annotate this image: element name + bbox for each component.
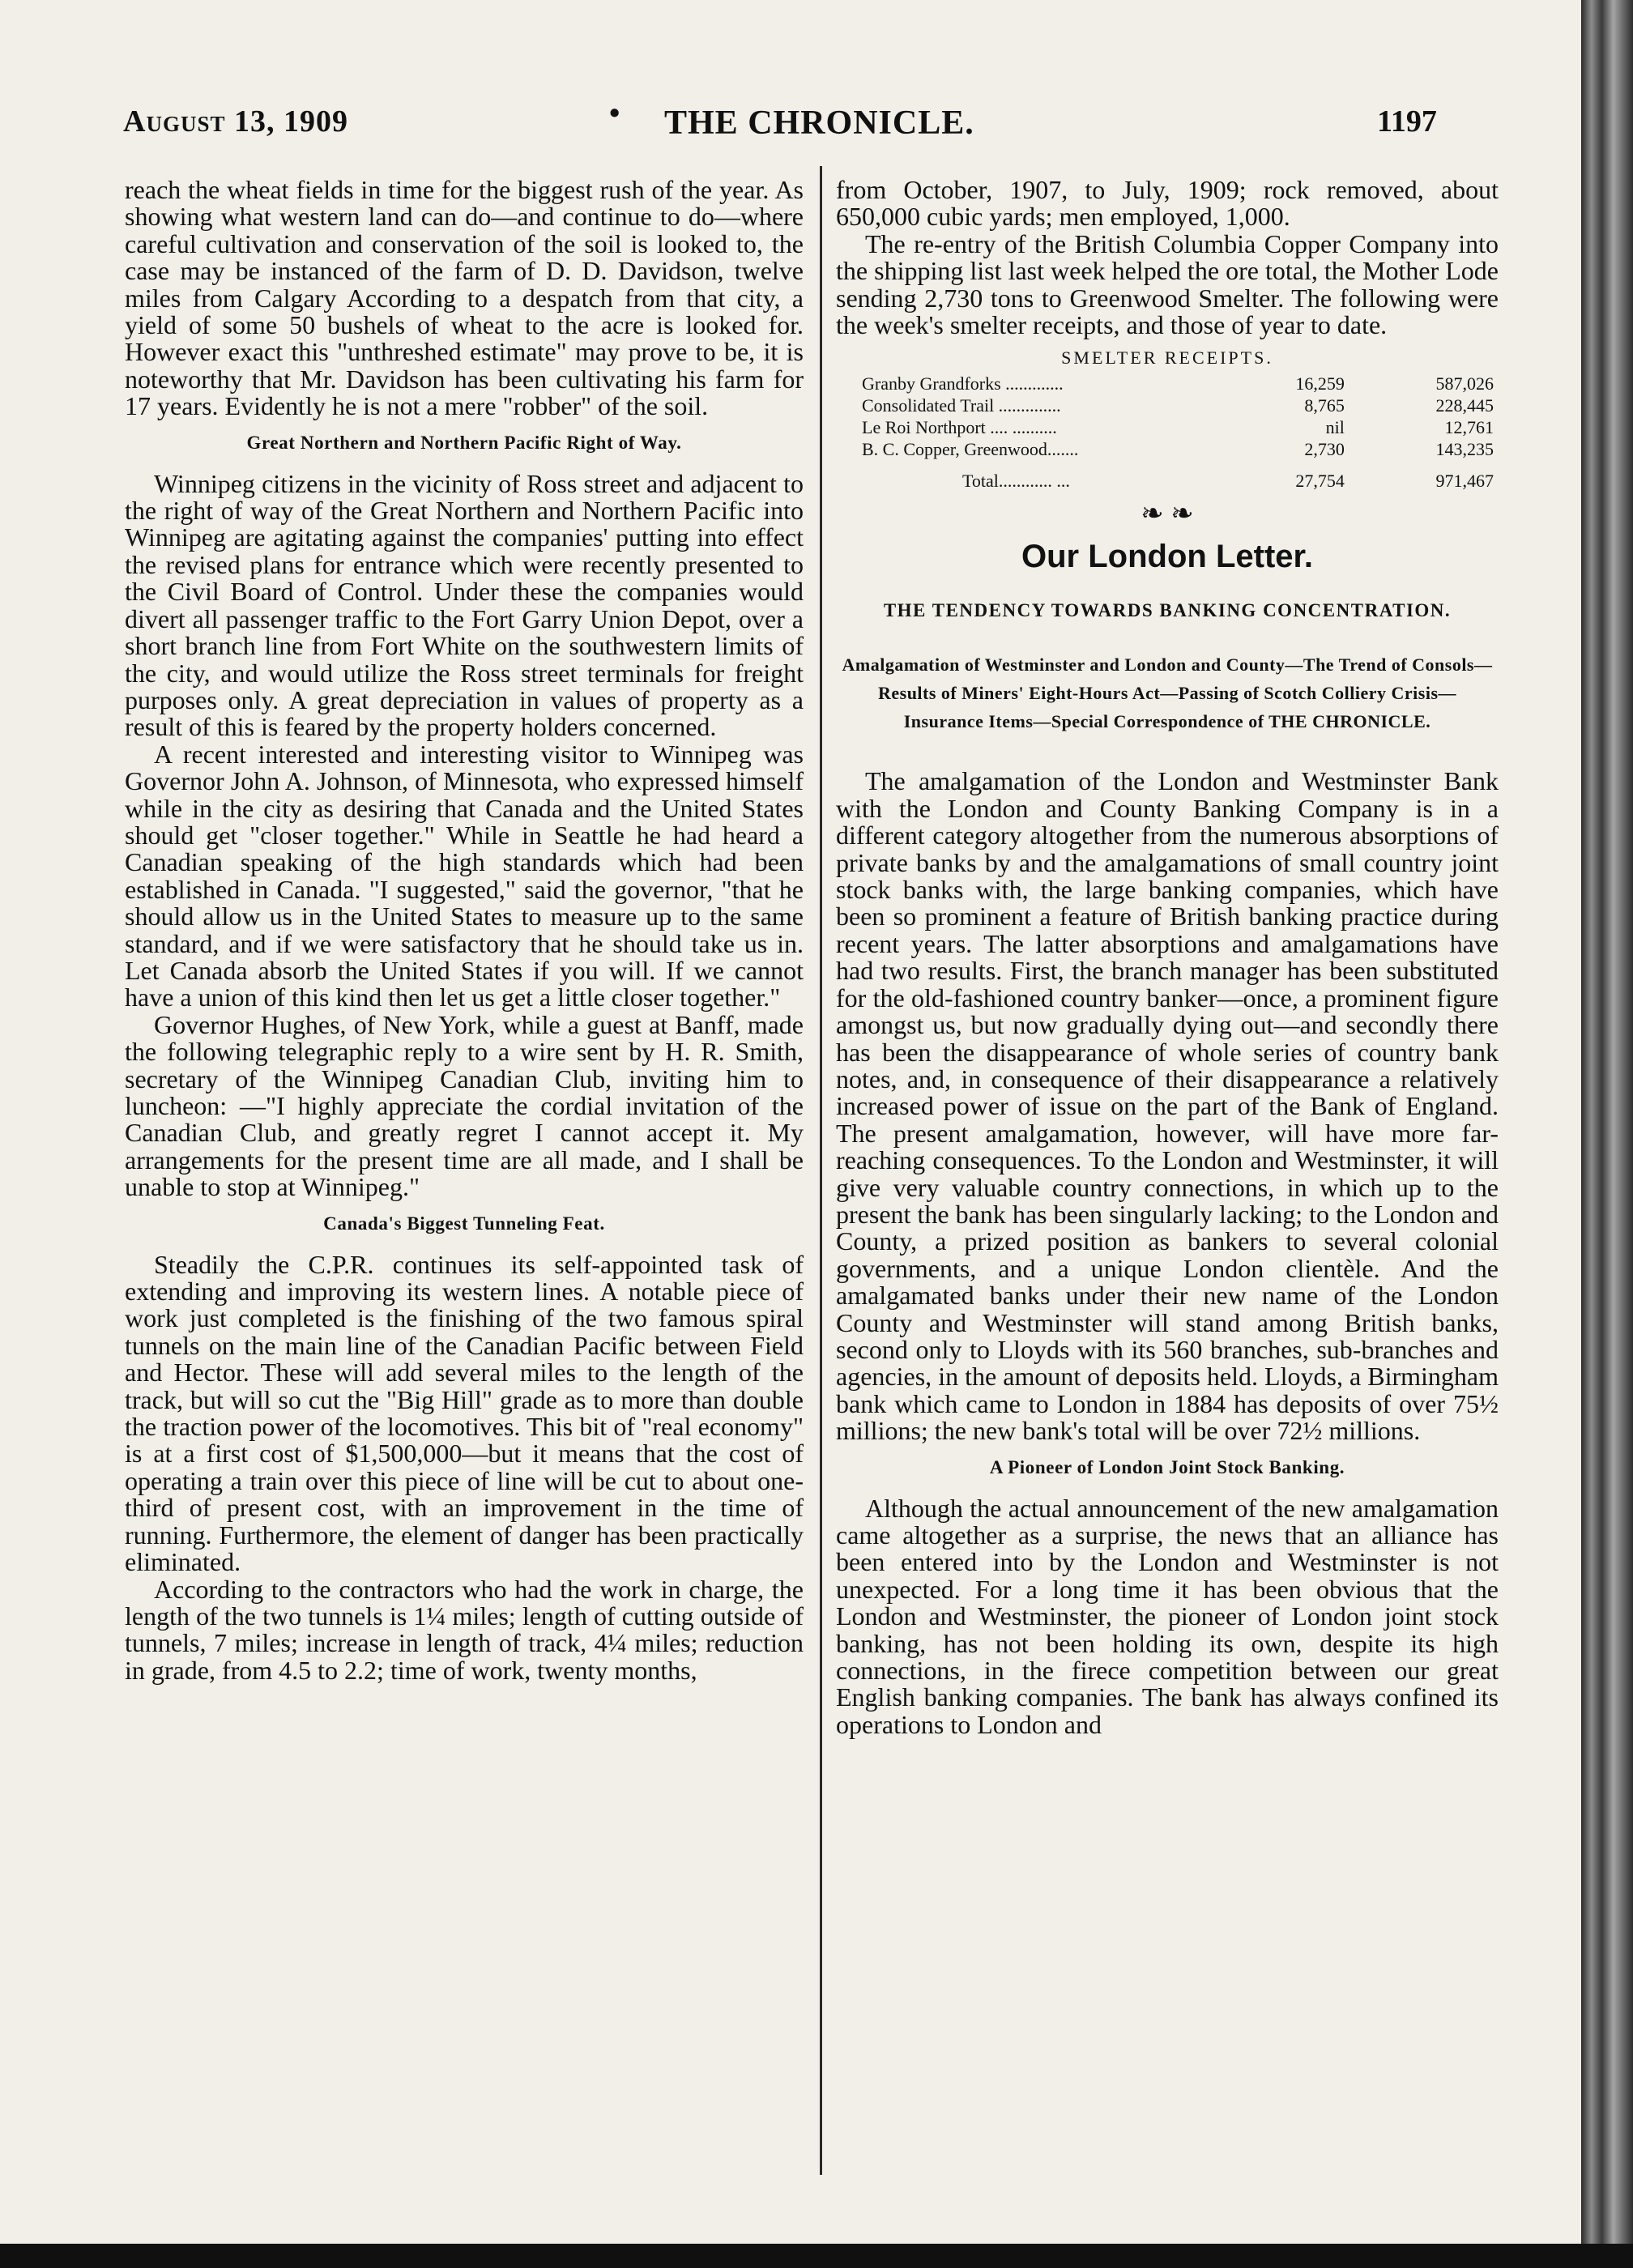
london-letter-title: Our London Letter. [1021,539,1313,575]
london-letter-summary: Amalgamation of Westminster and London and County—The Trend of Consols—Results of Miners' Eight-Hours Act—Passing of Scotch Colliery Crisis—Insurance Items—Special Correspondence of THE CHRONICLE. [842,654,1493,732]
book-binding-edge [1581,0,1633,2268]
right-column [836,177,1499,1738]
table-total-row [857,460,1499,492]
smelter-week: 8,765 [1304,395,1345,416]
header-dot: • [609,96,620,130]
total-week: 27,754 [1295,471,1345,492]
paragraph-continued: from October, 1907, to July, 1909; rock removed, about 650,000 cubic yards; men employed, 1,000. [836,175,1499,232]
paragraph-johnson: A recent interested and interesting visitor to Winnipeg was Governor John A. Johnson, of Minnesota, who expressed himself while in the city as desiring that Canada and the United States should get "closer together." While in Seattle he had heard a Canadian speaking of the high standards which had been established in Canada. "I suggested," said the governor, "that he should allow us in the United States to measure up to the same standard, and if we were satisfactory that he should take us in. Let Canada absorb the United States if you will. If we cannot have a union of this kind then let us get a little closer together." [125,739,804,1013]
smelter-week: nil [1325,417,1345,438]
smelter-table-title: SMELTER RECEIPTS. [1061,347,1273,369]
page-number: 1197 [1377,104,1437,139]
smelter-receipts-table [857,373,1499,492]
smelter-name: Consolidated Trail .............. [862,395,1061,416]
total-year: 971,467 [1435,471,1494,492]
heading-right-of-way: Great Northern and Northern Pacific Right of Way. [246,432,682,453]
heading-pioneer: A Pioneer of London Joint Stock Banking. [989,1456,1345,1477]
paragraph-intro: reach the wheat fields in time for the biggest rush of the year. As showing what western land can do—and continue to do—where careful cultivation and conservation of the soil is looked to, the case may be instanced of the farm of D. D. Davidson, twelve miles from Calgary According to a despatch from that city, a yield of some 50 bushels of wheat to the acre is looked for. However exact this "unthreshed estimate" may prove to be, it is noteworthy that Mr. Davidson has been cultivating his farm for 17 years. Evidently he is not a mere "robber" of the soil. [125,175,804,421]
ornament-divider: ❧ ❧ [1141,499,1194,530]
table-row [857,416,1499,438]
smelter-week: 2,730 [1304,439,1345,460]
smelter-week: 16,259 [1295,373,1345,394]
smelter-name: B. C. Copper, Greenwood....... [862,439,1079,460]
table-row [857,438,1499,460]
table-row [857,373,1499,394]
paragraph-winnipeg: Winnipeg citizens in the vicinity of Ross street and adjacent to the right of way of the Great Northern and Northern Pacific into Winnipeg are agitating against the companies' putting into effect the revised plans for entrance which were recently presented to the Civil Board of Control. Under these the companies would divert all passenger traffic to the Fort Garry Union Depot, over a short branch line from Fort White on the southwestern limits of the city, and would utilize the Ross street terminals for freight purposes only. A great depreciation in values of property as a result of this is feared by the property holders concerned. [125,468,804,742]
table-row [857,394,1499,416]
smelter-year: 228,445 [1435,395,1494,416]
paragraph-amalgamation: The amalgamation of the London and Westminster Bank with the London and County Banking Company is in a different category altogether from the numerous absorptions of private banks by and the amalgamations of small country joint stock banks with, the large banking companies, which have been so prominent a feature of British banking practice during recent years. The latter absorptions and amalgamations have had two results. First, the branch manager has been substituted for the old-fashioned country banker—once, a prominent figure amongst us, but now gradually dying out—and secondly there has been the disappearance of whole series of country bank notes, and, in consequence of their disappearance a relatively increased power of issue on the part of the Bank of England. The present amalgamation, however, will have more far-reaching consequences. To the London and Westminster, it will give very valuable country connections, in which up to the present the bank has been singularly lacking; to the London and County, a prized position as bankers to several colonial governments, and a unique London clientèle. And the amalgamated banks under their new name of the London County and Westminster will stand among British banks, second only to Lloyds with its 560 branches, sub-branches and agencies, in the amount of deposits held. Lloyds, a Birmingham bank which came to London in 1884 has deposits of over 75½ millions; the new bank's total will be over 72½ millions. [836,766,1499,1446]
heading-tunneling: Canada's Biggest Tunneling Feat. [323,1213,605,1234]
smelter-year: 12,761 [1444,417,1494,438]
left-column [125,177,804,1684]
total-label: Total............ ... [962,471,1070,492]
publication-title: THE CHRONICLE. [664,104,974,142]
smelter-year: 143,235 [1435,439,1494,460]
paragraph-contractors: According to the contractors who had the work in charge, the length of the two tunnels is 1¼ miles; length of cutting outside of tunnels, 7 miles; increase in length of track, 4¼ miles; reduction in grade, from 4.5 to 2.2; time of work, twenty months, [125,1574,804,1685]
paragraph-cpr: Steadily the C.P.R. continues its self-appointed task of extending and improving its western lines. A notable piece of work just completed is the finishing of the two famous spiral tunnels on the main line of the Canadian Pacific between Field and Hector. These will add several miles to the length of the track, but will so cut the "Big Hill" grade as to more than double the traction power of the locomotives. This bit of "real economy" is at a first cost of $1,500,000—but it means that the cost of operating a train over this piece of line will be cut to about one-third of present cost, with an improvement in the time of running. Furthermore, the element of danger has been practically eliminated. [125,1249,804,1577]
issue-date: August 13, 1909 [123,104,348,139]
smelter-name: Granby Grandforks ............. [862,373,1064,394]
smelter-year: 587,026 [1435,373,1494,394]
paragraph-reentry: The re-entry of the British Columbia Copper Company into the shipping list last week helped the ore total, the Mother Lode sending 2,730 tons to Greenwood Smelter. The following were the week's smelter receipts, and those of year to date. [836,228,1499,340]
paragraph-pioneer: Although the actual announcement of the new amalgamation came altogether as a surprise, the news that an alliance has been entered into by the London and Westminster is not unexpected. For a long time it has been obvious that the London and Westminster, the pioneer of London joint stock banking, has not been holding its own, despite its high connections, in the firece competition between our great English banking companies. The bank has always confined its operations to London and [836,1493,1499,1739]
london-letter-subtitle: THE TENDENCY TOWARDS BANKING CONCENTRATION. [883,600,1452,621]
column-divider [820,166,822,2175]
smelter-name: Le Roi Northport .... .......... [862,417,1057,438]
scan-bottom-edge [0,2244,1633,2268]
paragraph-hughes: Governor Hughes, of New York, while a guest at Banff, made the following telegraphic reply to a wire sent by H. R. Smith, secretary of the Winnipeg Canadian Club, inviting him to luncheon: —"I highly appreciate the cordial invitation of the Canadian Club, and greatly regret I cannot accept it. My arrangements for the present time are all made, and I shall be unable to stop at Winnipeg." [125,1009,804,1202]
